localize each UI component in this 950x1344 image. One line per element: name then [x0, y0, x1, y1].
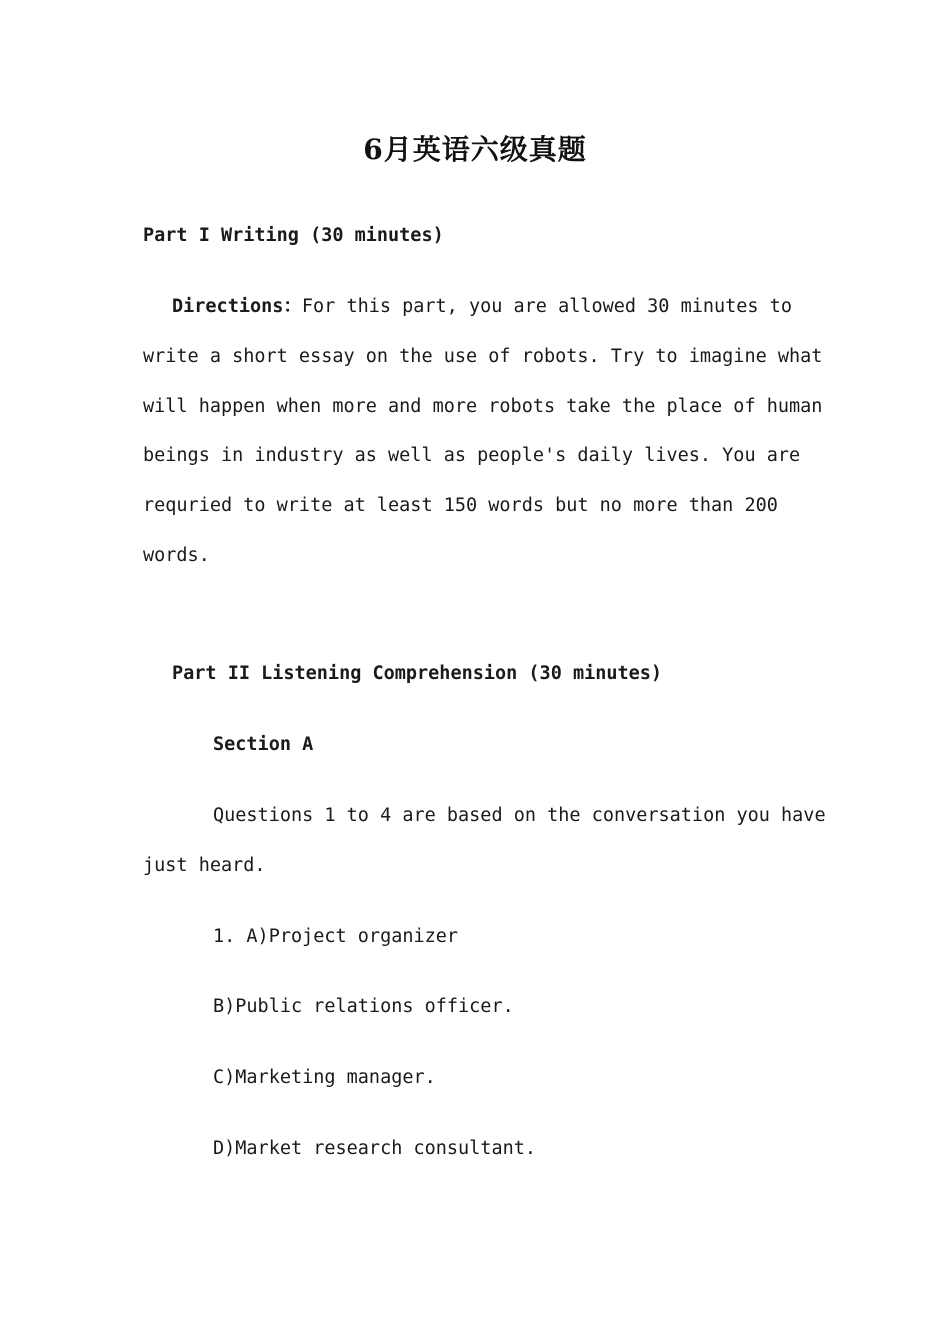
question1-option-d: D)Market research consultant.: [213, 1138, 537, 1159]
directions-paragraph-first-line: [172, 295, 792, 319]
directions-line-4: beings in industry as well as people's daily lives. You are: [143, 445, 801, 466]
question1-option-c: C)Marketing manager.: [213, 1067, 436, 1088]
directions-line-6: words.: [143, 545, 210, 566]
directions-label: Directions：: [172, 296, 302, 317]
directions-line-5: requried to write at least 150 words but no more than 200: [143, 495, 778, 516]
question1-option-b: B)Public relations officer.: [213, 996, 514, 1017]
section-heading: Section A: [213, 734, 314, 755]
part2-heading: Part II Listening Comprehension (30 minutes): [172, 663, 663, 684]
directions-line-1: For this part, you are allowed 30 minutes to: [301, 296, 792, 317]
document-title: 6月英语六级真题: [363, 133, 587, 166]
directions-line-2: write a short essay on the use of robots. Try to imagine what: [143, 346, 823, 367]
questions-intro-line-1: Questions 1 to 4 are based on the conversation you have: [213, 805, 826, 826]
questions-intro-line-2: just heard.: [143, 855, 266, 876]
directions-line-3: will happen when more and more robots take the place of human: [143, 396, 823, 417]
question1-option-a: 1. A)Project organizer: [213, 926, 459, 947]
part1-heading: Part I Writing (30 minutes): [143, 225, 444, 246]
